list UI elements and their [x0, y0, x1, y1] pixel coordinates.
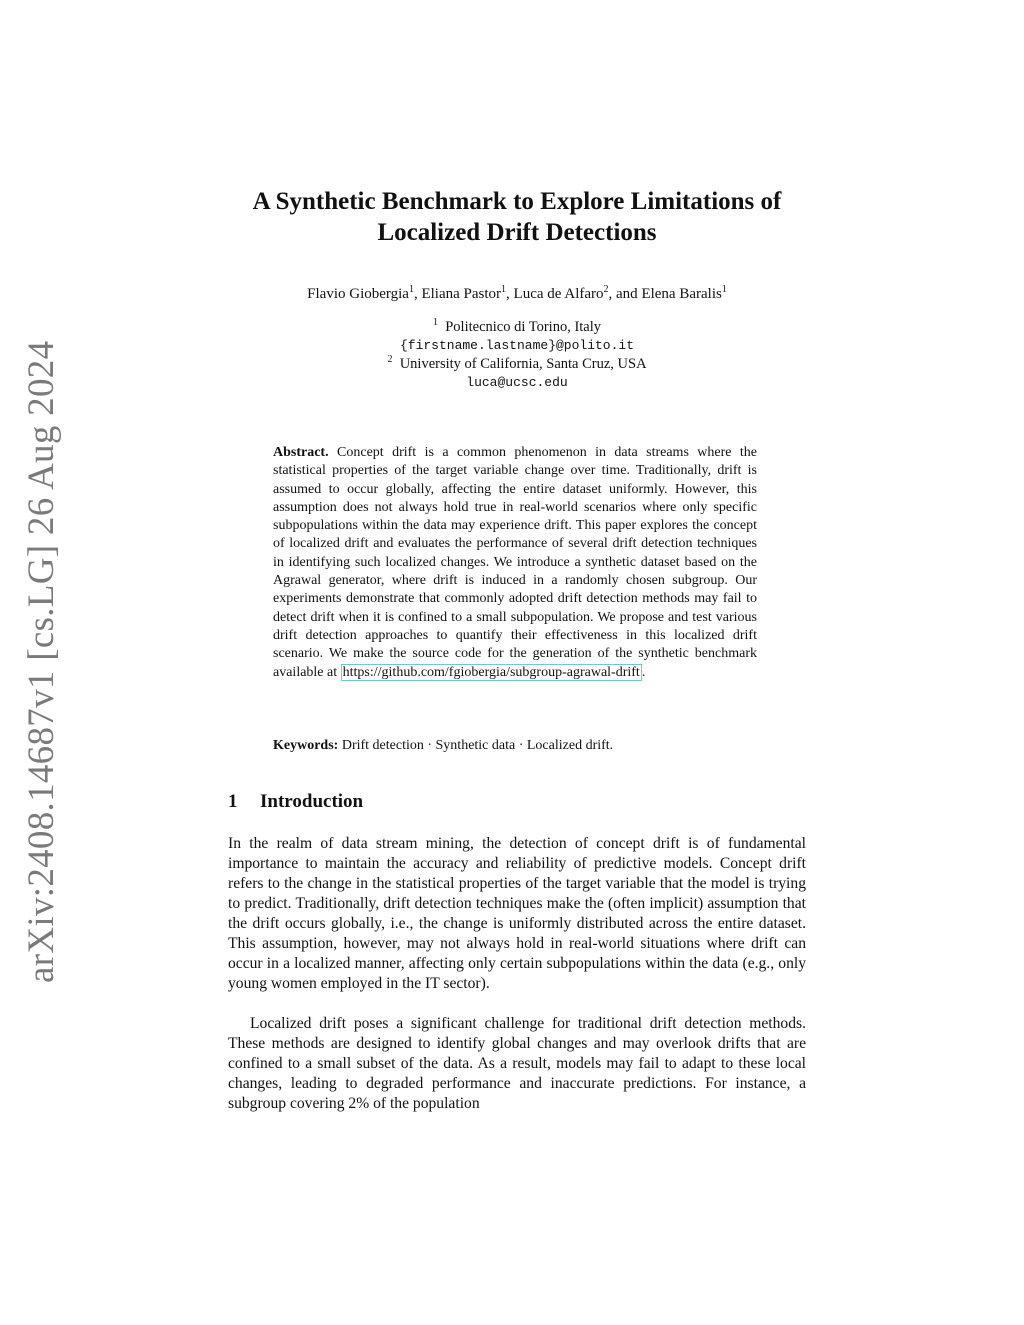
- title-line-2: Localized Drift Detections: [377, 219, 657, 246]
- author-name: Elena Baralis: [641, 286, 722, 302]
- abstract-end: .: [641, 664, 646, 680]
- affiliation-email: {firstname.lastname}@polito.it: [399, 337, 635, 353]
- keywords-text: Drift detection · Synthetic data · Localized drift.: [341, 738, 614, 753]
- affiliation-2: [228, 355, 806, 374]
- author-name: Eliana Pastor: [421, 286, 502, 302]
- affiliation-mark: 2: [387, 354, 393, 366]
- paper-title: [228, 186, 806, 248]
- title-line-1: A Synthetic Benchmark to Explore Limitations of: [252, 188, 782, 215]
- intro-paragraph-2: Localized drift poses a significant challenge for traditional drift detection methods. These methods are designed to identify global changes and may overlook drifts that are confined to a small subset of the data. As a result, models may fail to adapt to these local changes, leading to degraded performance and inaccurate predictions. For instance, a subgroup covering 2% of the population: [228, 1015, 806, 1112]
- affiliation-mark: 1: [432, 317, 438, 329]
- abstract: [273, 444, 757, 682]
- author-affiliation-mark: 2: [603, 284, 609, 295]
- author-separator: ,: [506, 286, 514, 302]
- section-number: 1: [228, 791, 238, 812]
- affiliation-email: luca@ucsc.edu: [466, 374, 568, 390]
- author-separator: ,: [413, 286, 422, 302]
- author-affiliation-mark: 1: [408, 284, 414, 295]
- author-name: Flavio Giobergia: [307, 286, 409, 302]
- intro-paragraph-1: In the realm of data stream mining, the detection of concept drift is of fundamental importance to maintain the accuracy and reliability of predictive models. Concept drift refers to the change in the statistical properties of the target variable that the model is trying to predict. Traditionally, drift detection techniques make the (often implicit) assumption that the drift occurs globally, i.e., the change is uniformly distributed across the entire dataset. This assumption, however, may not always hold in real-world situations where drift can occur in a localized manner, affecting only certain subpopulations within the data (e.g., only young women employed in the IT sector).: [228, 835, 806, 992]
- author-separator: , and: [608, 286, 642, 302]
- arxiv-identifier-stamp: arXiv:2408.14687v1 [cs.LG] 26 Aug 2024: [21, 340, 62, 983]
- affiliations: [228, 318, 806, 392]
- affiliation-1: [228, 318, 806, 337]
- keywords: [273, 737, 757, 755]
- keywords-label: Keywords:: [273, 738, 339, 753]
- section-title: Introduction: [260, 791, 364, 812]
- author-name: Luca de Alfaro: [513, 286, 604, 302]
- abstract-text: Concept drift is a common phenomenon in data streams where the statistical properties of the target variable change over time. Traditionally, drift is assumed to occur globally, affecting the entire dataset uniformly. However, this assumption does not always hold true in real-world scenarios where only specific subpopulations within the data may experience drift. This paper explores the concept of localized drift and evaluates the performance of several drift detection techniques in identifying such localized changes. We introduce a synthetic dataset based on the Agrawal generator, where drift is induced in a randomly chosen subgroup. Our experiments demonstrate that commonly adopted drift detection methods may fail to detect drift when it is confined to a small subpopulation. We propose and test various drift detection approaches to quantify their effectiveness in this localized drift scenario. We make the source code for the generation of the synthetic benchmark available at: [273, 445, 758, 680]
- author-affiliation-mark: 1: [721, 284, 727, 295]
- affiliation-name: Politecnico di Torino, Italy: [445, 319, 602, 335]
- author-affiliation-mark: 1: [501, 284, 507, 295]
- author-list: [228, 284, 806, 304]
- abstract-label: Abstract.: [273, 445, 329, 460]
- affiliation-name: University of California, Santa Cruz, USA: [399, 356, 647, 372]
- source-code-link[interactable]: https://github.com/fgiobergia/subgroup-agrawal-drift: [342, 664, 640, 680]
- section-heading-introduction: [228, 790, 806, 814]
